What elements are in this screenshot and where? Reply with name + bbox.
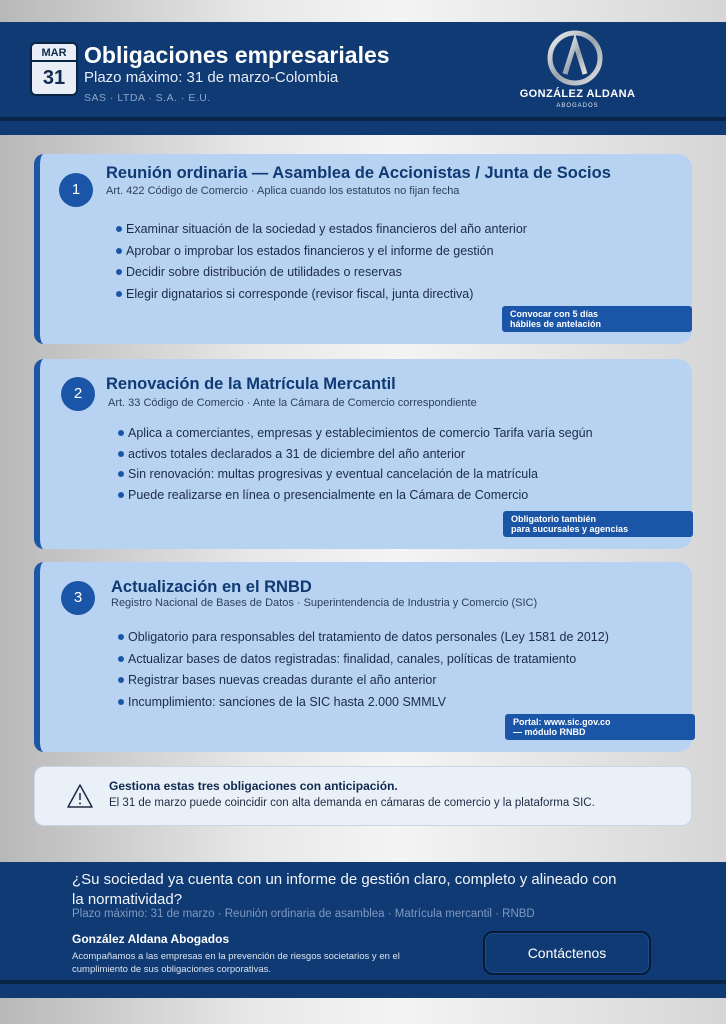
card-title-1: Reunión ordinaria — Asamblea de Accionistas / Junta de Socios xyxy=(106,164,611,182)
calendar-day: 31 xyxy=(42,67,66,89)
bullet-icon xyxy=(118,677,124,683)
footer-question: ¿Su sociedad ya cuenta con un informe de gestión claro, completo y alineado con la normatividad? xyxy=(72,871,617,908)
page-subtitle: Plazo máximo: 31 de marzo-Colombia xyxy=(84,69,339,86)
calendar-icon xyxy=(30,42,78,96)
footer-firm-name: González Aldana Abogados xyxy=(72,932,230,946)
card-subtitle-2: Art. 33 Código de Comercio · Ante la Cámara de Comercio correspondiente xyxy=(108,397,477,409)
bullet-icon xyxy=(116,291,122,297)
list-item: Obligatorio para responsables del tratamiento de datos personales (Ley 1581 de 2012) xyxy=(118,630,609,644)
alert-box xyxy=(34,766,692,826)
contact-button[interactable]: Contáctenos xyxy=(483,931,651,975)
bullet-icon xyxy=(118,656,124,662)
list-item: Actualizar bases de datos registradas: finalidad, canales, políticas de tratamiento xyxy=(118,652,576,666)
logo-name: GONZÁLEZ ALDANA xyxy=(519,88,636,100)
warning-icon xyxy=(67,783,93,809)
bullet-icon xyxy=(118,430,124,436)
list-item: Aprobar o improbar los estados financieros y el informe de gestión xyxy=(116,244,494,258)
bullet-icon xyxy=(116,248,122,254)
bullet-icon xyxy=(118,492,124,498)
card-subtitle-1: Art. 422 Código de Comercio · Aplica cuando los estatutos no fijan fecha xyxy=(106,185,460,197)
card-subtitle-3: Registro Nacional de Bases de Datos · Superintendencia de Industria y Comercio (SIC) xyxy=(111,597,538,609)
list-item: activos totales declarados a 31 de diciembre del año anterior xyxy=(118,447,465,461)
footer-subline: Plazo máximo: 31 de marzo · Reunión ordinaria de asamblea · Matrícula mercantil · RNBD xyxy=(72,908,535,920)
card-title-3: Actualización en el RNBD xyxy=(111,578,312,596)
bullet-icon xyxy=(118,634,124,640)
company-types: SAS · LTDA · S.A. · E.U. xyxy=(84,92,211,104)
alert-title: Gestiona estas tres obligaciones con anticipación. xyxy=(109,779,398,793)
header-strip xyxy=(0,117,726,135)
footer-description: Acompañamos a las empresas en la prevención de riesgos societarios y en el cumplimiento de sus obligaciones corporativas. xyxy=(72,951,400,975)
logo-mark-icon xyxy=(547,30,603,86)
bullet-icon xyxy=(118,451,124,457)
bullet-icon xyxy=(118,699,124,705)
card-number-1: 1 xyxy=(59,173,93,207)
card-badge-2: Obligatorio también para sucursales y agencias xyxy=(503,511,693,537)
card-badge-1: Convocar con 5 días hábiles de antelación xyxy=(502,306,692,332)
list-item: Examinar situación de la sociedad y estados financieros del año anterior xyxy=(116,222,527,236)
card-number-2: 2 xyxy=(61,377,95,411)
list-item: Elegir dignatarios si corresponde (revisor fiscal, junta directiva) xyxy=(116,287,473,301)
list-item: Incumplimiento: sanciones de la SIC hasta 2.000 SMMLV xyxy=(118,695,446,709)
card-number-3: 3 xyxy=(61,581,95,615)
alert-text: El 31 de marzo puede coincidir con alta demanda en cámaras de comercio y la plataforma SIC. xyxy=(109,797,595,809)
footer-strip xyxy=(0,980,726,998)
calendar-month: MAR xyxy=(32,44,76,62)
list-item: Decidir sobre distribución de utilidades o reservas xyxy=(116,265,402,279)
logo-tagline: ABOGADOS xyxy=(556,103,599,109)
list-item: Registrar bases nuevas creadas durante el año anterior xyxy=(118,673,437,687)
firm-logo xyxy=(515,30,640,112)
bullet-icon xyxy=(116,226,122,232)
list-item: Sin renovación: multas progresivas y eventual cancelación de la matrícula xyxy=(118,467,538,481)
card-badge-3: Portal: www.sic.gov.co — módulo RNBD xyxy=(505,714,695,740)
page-title: Obligaciones empresariales xyxy=(84,42,390,68)
list-item: Aplica a comerciantes, empresas y establecimientos de comercio Tarifa varía según xyxy=(118,426,593,440)
list-item: Puede realizarse en línea o presencialmente en la Cámara de Comercio xyxy=(118,488,528,502)
bullet-icon xyxy=(118,471,124,477)
bullet-icon xyxy=(116,269,122,275)
card-title-2: Renovación de la Matrícula Mercantil xyxy=(106,375,396,393)
